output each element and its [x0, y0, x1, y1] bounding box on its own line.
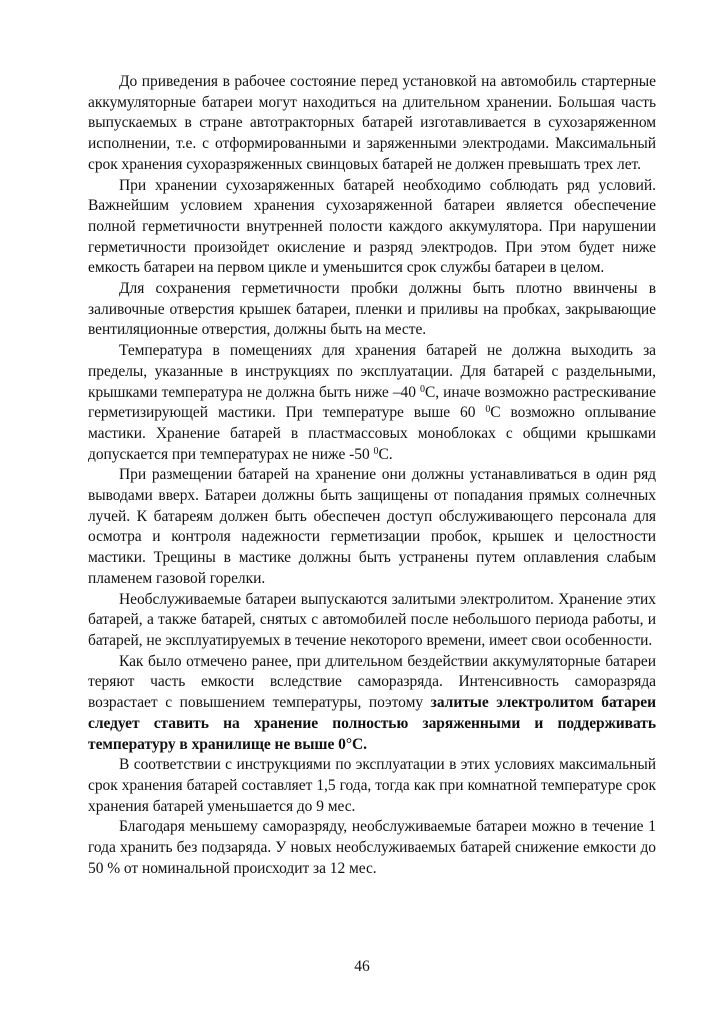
page-body — [88, 72, 656, 879]
degree-superscript: 0 — [373, 445, 379, 457]
paragraph-sealing: Для сохранения герметичности пробки должны быть плотно ввинчены в заливочные отверстия крышек батареи, пленки и приливы на пробках, закрывающие вентиляционные отверстия, должны быть на месте. — [88, 280, 656, 339]
degree-superscript: 0 — [485, 404, 491, 416]
paragraph-storage-term: В соответствии с инструкциями по эксплуатации в этих условиях максимальный срок хранения батарей составляет 1,5 года, тогда как при комнатной температуре срок хранения батарей уменьшается до 9 мес. — [88, 756, 656, 815]
temperature-text-4: С. — [378, 445, 393, 463]
temperature-text-3: С возможно оплывание мастики. Хранение батарей в пластмассовых моноблоках с общими крышками допускается при температурах не ниже -50 — [88, 404, 656, 463]
paragraph-temperature — [88, 341, 656, 465]
paragraph-capacity-loss: Благодаря меньшему саморазряду, необслуживаемые батареи можно в течение 1 года хранить без подзаряда. У новых необслуживаемых батарей снижение емкости до 50 % от номинальной происходит за 12 мес. — [88, 818, 656, 877]
paragraph-self-discharge — [88, 652, 656, 756]
paragraph-storage-intro: До приведения в рабочее состояние перед установкой на автомобиль стартерные аккумуляторные батареи могут находиться на длительном хранении. Большая часть выпускаемых в стране автотракторных батарей изготавливается в сухозаряженном исполнении, т.е. с отформированными и заряженными электродами. Максимальный срок хранения сухоразряженных свинцовых батарей не должен превышать трех лет. — [88, 73, 656, 173]
paragraph-maintenance-free: Необслуживаемые батареи выпускаются залитыми электролитом. Хранение этих батарей, а также батарей, снятых с автомобилей после небольшого периода работы, и батарей, не эксплуатируемых в течение некоторого времени, имеет свои особенности. — [88, 590, 656, 649]
paragraph-placement: При размещении батарей на хранение они должны устанавливаться в один ряд выводами вверх. Батареи должны быть защищены от попадания прямых солнечных лучей. К батареям должен быть обеспечен доступ обслуживающего персонала для осмотра и контроля надежности герметизации пробок, крышек и целостности мастики. Трещины в мастике должны быть устранены путем оплавления слабым пламенем газовой горелки. — [88, 466, 656, 587]
temperature-text-1: Температура в помещениях для хранения батарей не должна выходить за пределы, указанные в инструкциях по эксплуатации. Для батарей с раздельными, крышками температура не должна быть ниже –40 — [88, 342, 656, 401]
self-discharge-text: Как было отмечено ранее, при длительном бездействии аккумуляторные батареи теряют часть емкости вследствие саморазряда. Интенсивность саморазряда возрастает с повышением температуры, поэтому — [88, 652, 656, 712]
degree-superscript: 0 — [420, 383, 425, 395]
temperature-text-2: С, иначе возможно растрескивание герметизирующей мастики. При температуре выше 60 — [88, 383, 656, 422]
paragraph-drycharged-conditions: При хранении сухозаряженных батарей необходимо соблюдать ряд условий. Важнейшим условием хранения сухозаряженной батареи является обеспечение полной герметичности внутренней полости каждого аккумулятора. При нарушении герметичности произойдет окисление и разряд электродов. При этом будет ниже емкость батареи на первом цикле и уменьшится срок службы батареи в целом. — [88, 176, 656, 277]
page-number: 46 — [354, 958, 370, 975]
self-discharge-bold-text: залитые электролитом батареи следует ставить на хранение полностью заряженными и поддерживать температуру в хранилище не выше 0°С. — [88, 694, 656, 753]
